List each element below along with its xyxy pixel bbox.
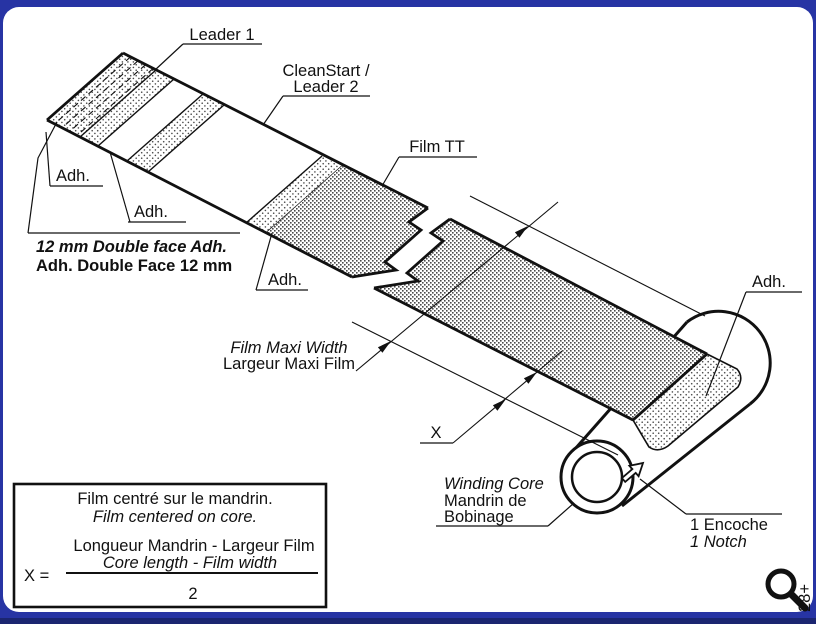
- label-film-maxi-fr: Largeur Maxi Film: [222, 355, 356, 373]
- label-notch-en: 1 Notch: [690, 533, 747, 551]
- label-adh-band3: Adh.: [268, 271, 302, 289]
- label-film-tt: Film TT: [409, 138, 465, 156]
- label-film-maxi-en: Film Maxi Width: [230, 339, 348, 357]
- formula-numerator-en: Core length - Film width: [102, 554, 278, 572]
- label-notch-fr: 1 Encoche: [690, 516, 768, 534]
- label-winding-core-fr2: Bobinage: [444, 508, 514, 526]
- formula-title-fr: Film centré sur le mandrin.: [77, 490, 273, 508]
- label-double-face-fr: 12 mm Double face Adh.: [36, 238, 228, 256]
- label-cleanstart-line2: Leader 2: [293, 78, 359, 96]
- label-adh-tip: Adh.: [56, 167, 90, 185]
- label-adh-core: Adh.: [752, 273, 786, 291]
- formula-denominator: 2: [188, 585, 198, 603]
- label-cleanstart-line1: CleanStart /: [282, 62, 370, 80]
- label-x-dimension: X: [430, 424, 442, 442]
- formula-lhs: X =: [24, 567, 50, 585]
- formula-box: [14, 484, 326, 607]
- formula-numerator-fr: Longueur Mandrin - Largeur Film: [73, 537, 315, 555]
- formula-title-en: Film centered on core.: [92, 508, 258, 526]
- label-adh-band1: Adh.: [134, 203, 168, 221]
- magnifier-stamp-label: 28+: [796, 584, 814, 612]
- label-winding-core-en: Winding Core: [444, 475, 544, 493]
- label-double-face-en: Adh. Double Face 12 mm: [36, 257, 233, 275]
- label-leader1: Leader 1: [189, 26, 255, 44]
- label-winding-core-fr1: Mandrin de: [444, 492, 527, 510]
- frame-bottom-line: [0, 618, 816, 624]
